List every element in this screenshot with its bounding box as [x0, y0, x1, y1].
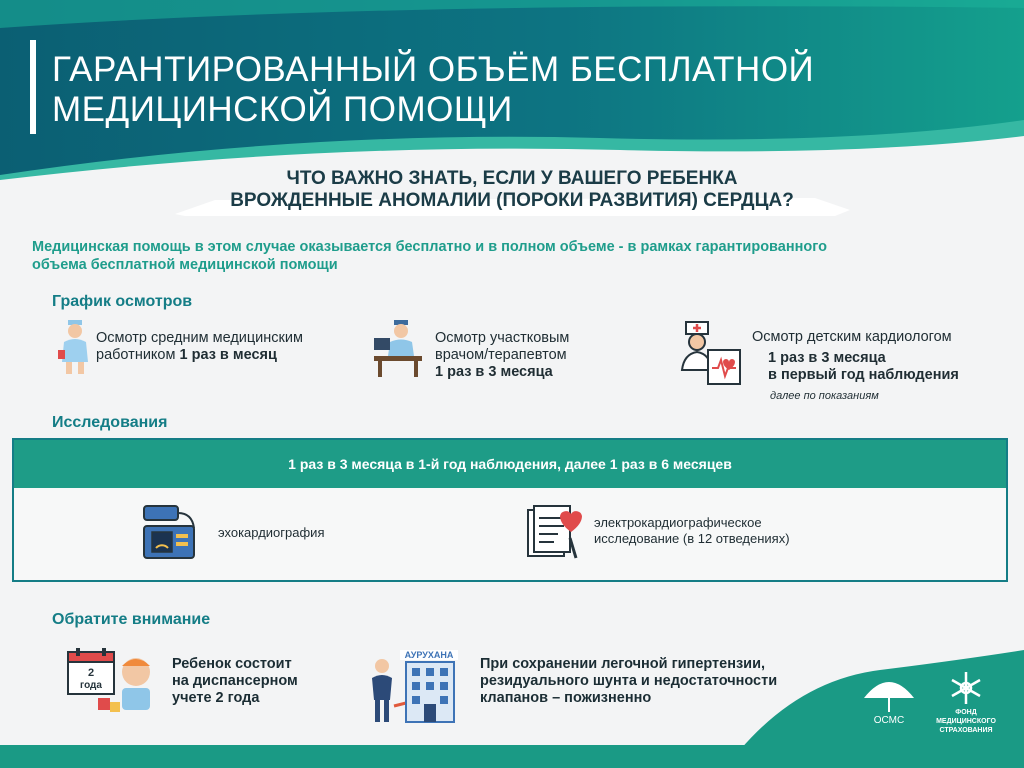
calendar-child-icon — [66, 646, 160, 716]
title-accent-bar — [30, 40, 36, 134]
question-line1: ЧТО ВАЖНО ЗНАТЬ, ЕСЛИ У ВАШЕГО РЕБЕНКА — [286, 168, 738, 189]
schedule-item-nurse — [96, 330, 303, 364]
echocardiography-device-icon — [142, 504, 208, 560]
schedule-cardio-frequency: 1 раз в 3 месяца — [768, 350, 886, 366]
calendar-number-text: 2 — [87, 667, 95, 679]
schedule-heading: График осмотров — [52, 293, 193, 310]
attention-item-lifelong — [480, 656, 777, 707]
osms-umbrella-logo — [860, 672, 918, 718]
research-ecg-label — [594, 515, 790, 547]
cardiologist-icon — [678, 318, 744, 388]
schedule-item-therapist — [435, 330, 569, 381]
research-ecg-line2: исследование (в 12 отведениях) — [594, 531, 790, 546]
fund-logo-line1: ФОНД — [955, 709, 977, 716]
page-title — [52, 50, 814, 130]
osms-logo-text: ОСМС — [873, 715, 905, 726]
hospital-icon — [366, 646, 462, 726]
schedule-item-cardiologist — [752, 329, 959, 405]
hospital-sign-text: АУРУХАНА — [404, 650, 454, 660]
page-title-line1: ГАРАНТИРОВАННЫЙ ОБЪЁМ БЕСПЛАТНОЙ — [52, 50, 815, 89]
schedule-therapist-line1: Осмотр участковым — [435, 330, 570, 346]
attention-life-line3: клапанов – пожизненно — [480, 690, 652, 706]
schedule-nurse-line1: Осмотр средним медицинским — [96, 330, 303, 346]
schedule-cardio-first-year: в первый год наблюдения — [768, 367, 959, 383]
schedule-therapist-line2: врачом/терапевтом — [435, 347, 567, 363]
calendar-word-text: года — [80, 680, 102, 691]
ecg-report-icon — [524, 504, 582, 562]
attention-reg-line1: Ребенок состоит — [172, 656, 292, 672]
attention-reg-line3: учете 2 года — [172, 690, 260, 706]
doctor-desk-icon — [372, 318, 424, 378]
intro-line2: объема бесплатной медицинской помощи — [32, 257, 338, 273]
question-heading — [180, 168, 844, 212]
attention-heading: Обратите внимание — [52, 611, 211, 628]
fund-logo-line2: МЕДИЦИНСКОГО — [936, 718, 996, 725]
fund-logo-text — [926, 708, 1006, 735]
research-frequency: 1 раз в 3 месяца в 1-й год наблюдения, далее 1 раз в 6 месяцев — [14, 440, 1006, 488]
intro-line1: Медицинская помощь в этом случае оказывается бесплатно и в полном объеме - в рамках гарантированного — [32, 239, 827, 255]
attention-life-line1: При сохранении легочной гипертензии, — [480, 656, 766, 672]
schedule-nurse-line2: работником — [96, 347, 180, 363]
schedule-therapist-frequency: 1 раз в 3 месяца — [435, 364, 553, 380]
attention-item-registration — [172, 656, 298, 707]
attention-reg-line2: на диспансерном — [172, 673, 298, 689]
intro-text — [32, 238, 992, 274]
research-box — [12, 438, 1008, 582]
research-echo-label: эхокардиография — [218, 525, 325, 540]
question-line2: ВРОЖДЕННЫЕ АНОМАЛИИ (ПОРОКИ РАЗВИТИЯ) СЕРДЦА? — [230, 190, 794, 211]
research-heading: Исследования — [52, 414, 168, 431]
fund-snowflake-logo — [948, 670, 984, 706]
schedule-nurse-frequency: 1 раз в месяц — [179, 347, 277, 363]
attention-life-line2: резидуального шунта и недостаточности — [480, 673, 778, 689]
nurse-icon — [58, 318, 94, 378]
page-title-line2: МЕДИЦИНСКОЙ ПОМОЩИ — [52, 90, 513, 129]
bottom-strip — [0, 745, 1024, 768]
fund-logo-line3: СТРАХОВАНИЯ — [939, 727, 993, 734]
schedule-cardio-line1: Осмотр детским кардиологом — [752, 329, 952, 345]
schedule-cardio-note: далее по показаниям — [770, 390, 879, 402]
research-ecg-line1: электрокардиографическое — [594, 515, 762, 530]
